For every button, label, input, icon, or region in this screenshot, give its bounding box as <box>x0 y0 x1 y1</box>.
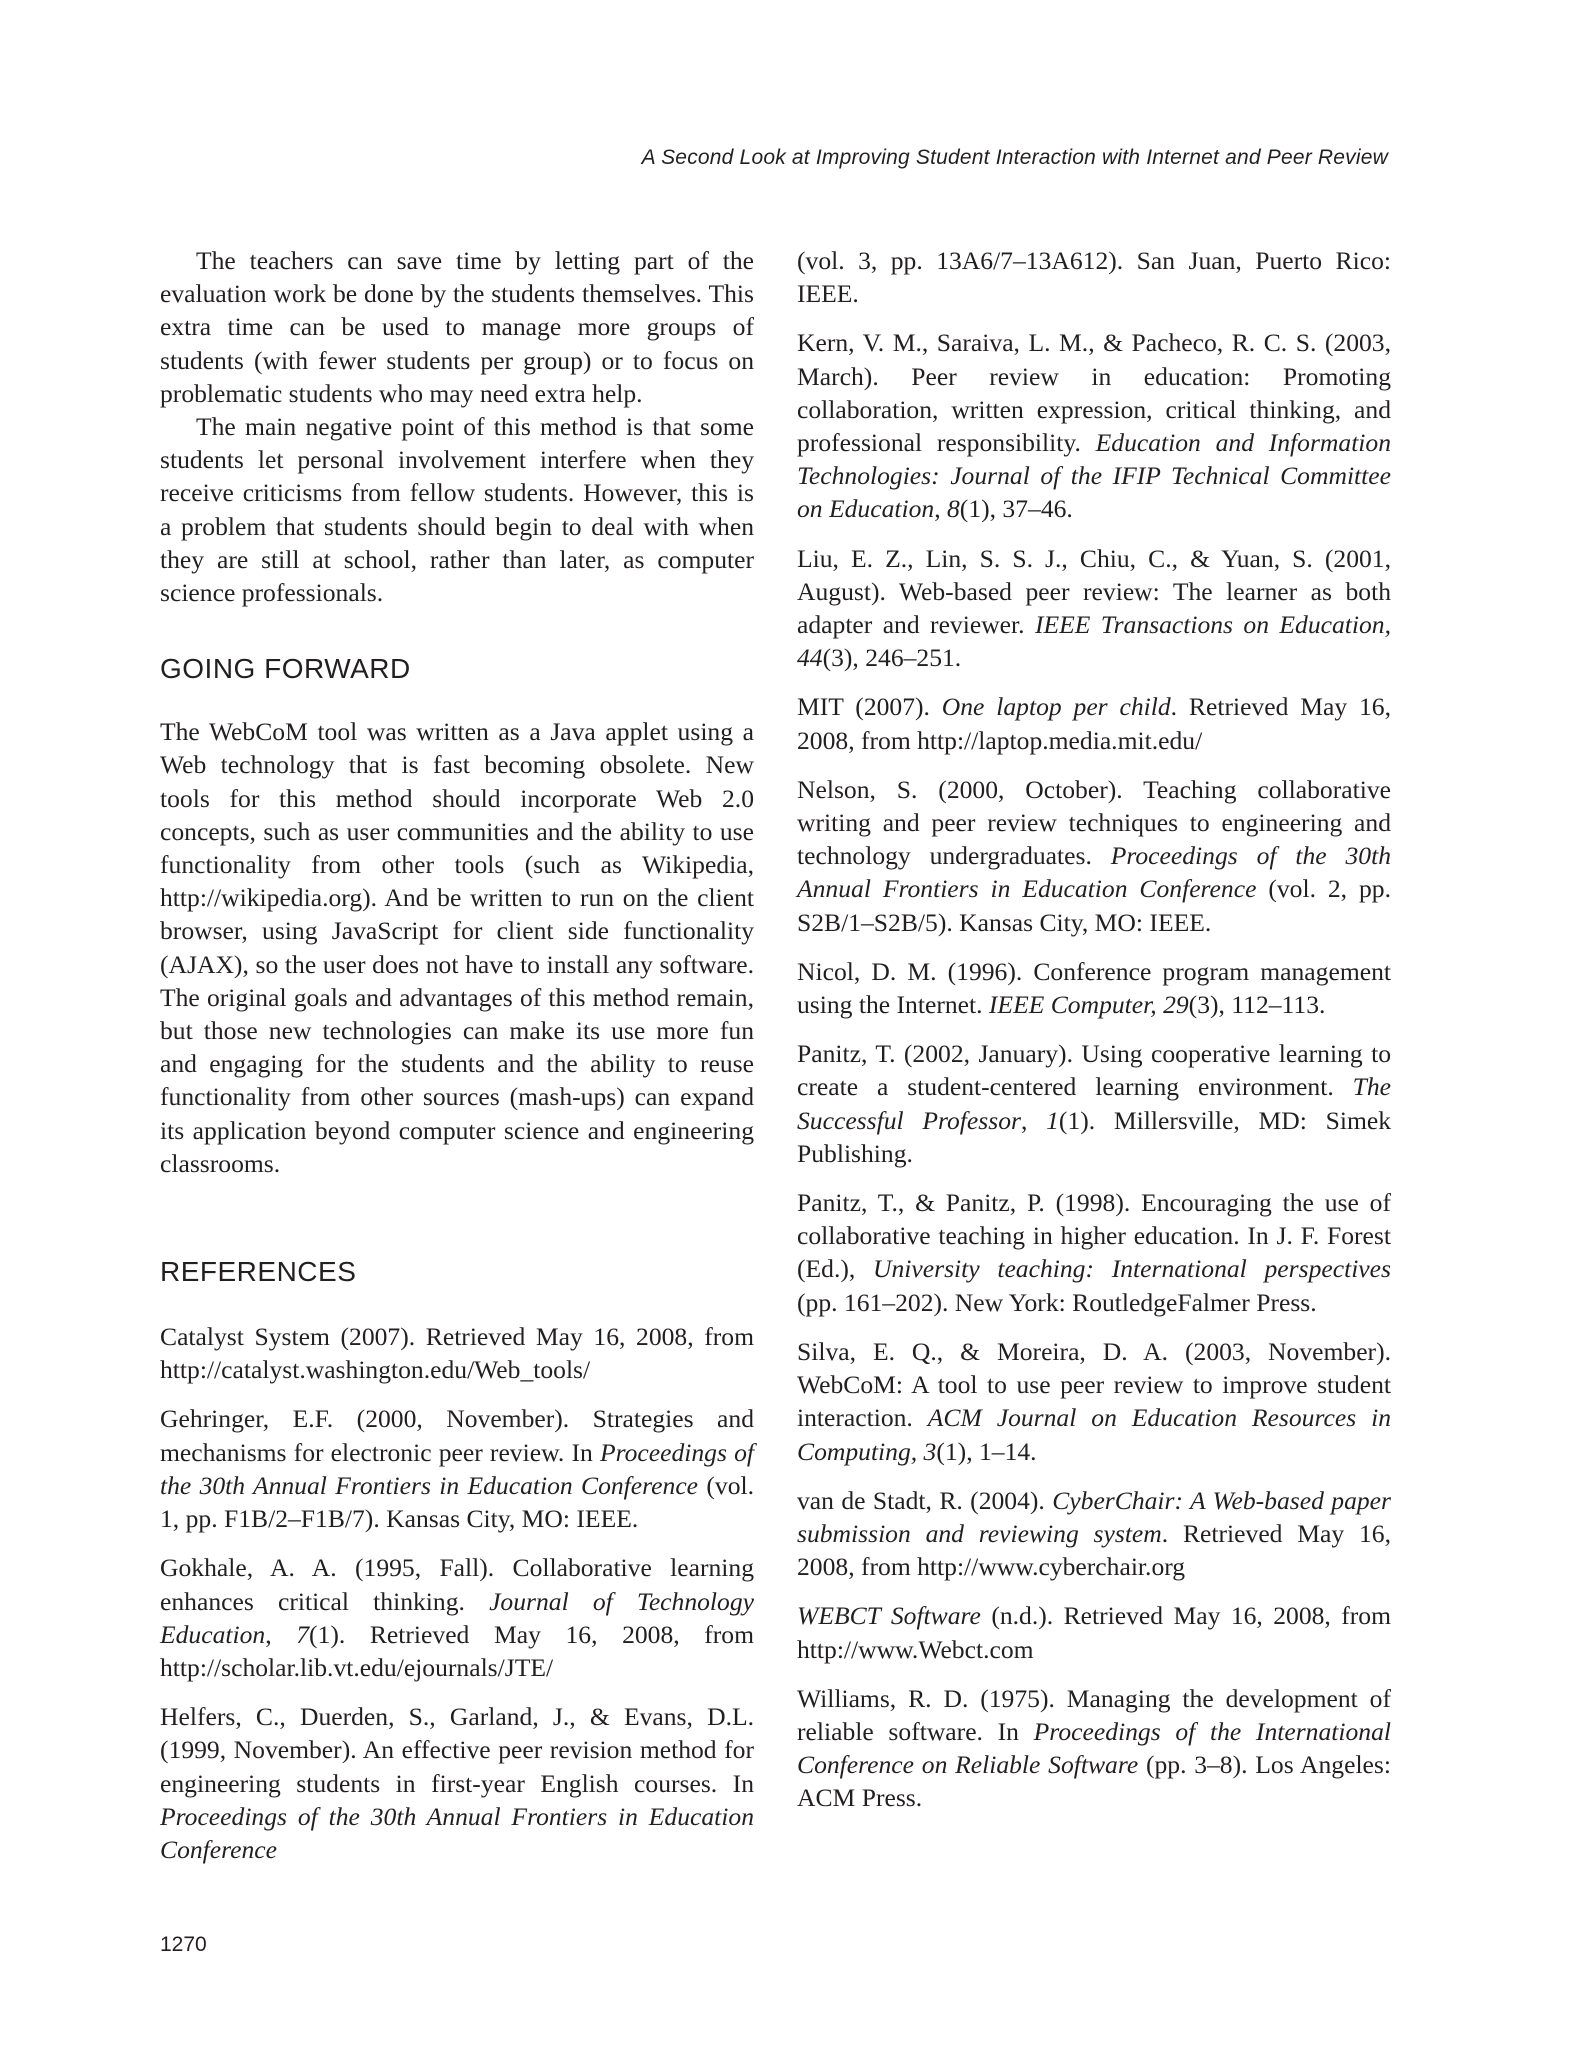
reference-entry: Gokhale, A. A. (1995, Fall). Collaborative learning enhances critical thinking. Journal of Technology Education, 7(1). Retrieved May 16, 2008, from http://scholar.lib.vt.edu/ejournals/JTE/ <box>160 1553 755 1682</box>
reference-entry: WEBCT Software (n.d.). Retrieved May 16, 2008, from http://www.Webct.com <box>797 1601 1391 1664</box>
section-heading-references: REFERENCES <box>160 1256 357 1288</box>
page-number: 1270 <box>160 1933 207 1956</box>
body-paragraph: The teachers can save time by letting part of the evaluation work be done by the students themselves. This extra time can be used to manage more groups of students (with fewer students per group) or to focus on problematic students who may need extra help. <box>160 246 754 408</box>
reference-entry: Panitz, T. (2002, January). Using cooperative learning to create a student-centered learning environment. The Successful Professor, 1(1). Millersville, MD: Simek Publishing. <box>797 1039 1392 1168</box>
reference-entry: Nelson, S. (2000, October). Teaching collaborative writing and peer review techniques to engineering and technology undergraduates. Proceedings of the 30th Annual Frontiers in Education Conference (vol. 2, pp. S2B/1–S2B/5). Kansas City, MO: IEEE. <box>797 774 1391 937</box>
section-heading-going-forward: GOING FORWARD <box>160 653 411 685</box>
reference-entry: Liu, E. Z., Lin, S. S. J., Chiu, C., & Yuan, S. (2001, August). Web-based peer review: The learner as both adapter and reviewer. IEEE Transactions on Education, 44(3), 246–251. <box>797 543 1391 673</box>
reference-entry: Panitz, T., & Panitz, P. (1998). Encouraging the use of collaborative teaching in higher education. In J. F. Forest (Ed.), University teaching: International perspectives (pp. 161–202). New York: RoutledgeFalmer Press. <box>797 1188 1391 1317</box>
reference-entry: Kern, V. M., Saraiva, L. M., & Pacheco, R. C. S. (2003, March). Peer review in education: Promoting collaboration, written expression, critical thinking, and professional responsibility. Education and Information Technologies: Journal of the IFIP Technical Committee on Education, 8(1), 37–46. <box>797 328 1392 524</box>
right-column <box>797 244 1391 1831</box>
body-paragraph: The WebCoM tool was written as a Java applet using a Web technology that is fast becoming obsolete. New tools for this method should incorporate Web 2.0 concepts, such as user communities and the ability to use functionality from other tools (such as Wikipedia, http://wikipedia.org). And be written to run on the client browser, using JavaScript for client side functionality (AJAX), so the user does not have to install any software. The original goals and advantages of this method remain, but those new technologies can make its use more fun and engaging for the students and the ability to reuse functionality from other sources (mash-ups) can expand its application beyond computer science and engineering classrooms. <box>160 717 754 1178</box>
running-head: A Second Look at Improving Student Interaction with Internet and Peer Review <box>641 146 1388 169</box>
reference-entry: Catalyst System (2007). Retrieved May 16, 2008, from http://catalyst.washington.edu/Web_tools/ <box>160 1322 754 1385</box>
reference-entry: Silva, E. Q., & Moreira, D. A. (2003, November). WebCoM: A tool to use peer review to improve student interaction. ACM Journal on Education Resources in Computing, 3(1), 1–14. <box>797 1336 1391 1466</box>
reference-entry: Helfers, C., Duerden, S., Garland, J., & Evans, D.L. (1999, November). An effective peer revision method for engineering students in first-year English courses. In Proceedings of the 30th Annual Frontiers in Education Conference <box>160 1702 754 1864</box>
reference-entry-continued: (vol. 3, pp. 13A6/7–13A612). San Juan, Puerto Rico: IEEE. <box>797 246 1391 309</box>
body-paragraph: The main negative point of this method is that some students let personal involvement interfere when they receive criticisms from fellow students. However, this is a problem that students should begin to deal with when they are still at school, rather than later, as computer science professionals. <box>160 412 754 608</box>
reference-entry: MIT (2007). One laptop per child. Retrieved May 16, 2008, from http://laptop.media.mit.edu/ <box>797 692 1391 755</box>
reference-entry: Nicol, D. M. (1996). Conference program management using the Internet. IEEE Computer, 29(3), 112–113. <box>797 956 1391 1020</box>
reference-entry: van de Stadt, R. (2004). CyberChair: A Web-based paper submission and reviewing system. Retrieved May 16, 2008, from http://www.cyberchair.org <box>797 1485 1391 1582</box>
reference-entry: Gehringer, E.F. (2000, November). Strategies and mechanisms for electronic peer review. In Proceedings of the 30th Annual Frontiers in Education Conference (vol. 1, pp. F1B/2–F1B/7). Kansas City, MO: IEEE. <box>160 1404 754 1534</box>
left-column <box>160 244 754 1866</box>
reference-entry: Williams, R. D. (1975). Managing the development of reliable software. In Proceedings of the International Conference on Reliable Software (pp. 3–8). Los Angeles: ACM Press. <box>797 1683 1391 1813</box>
